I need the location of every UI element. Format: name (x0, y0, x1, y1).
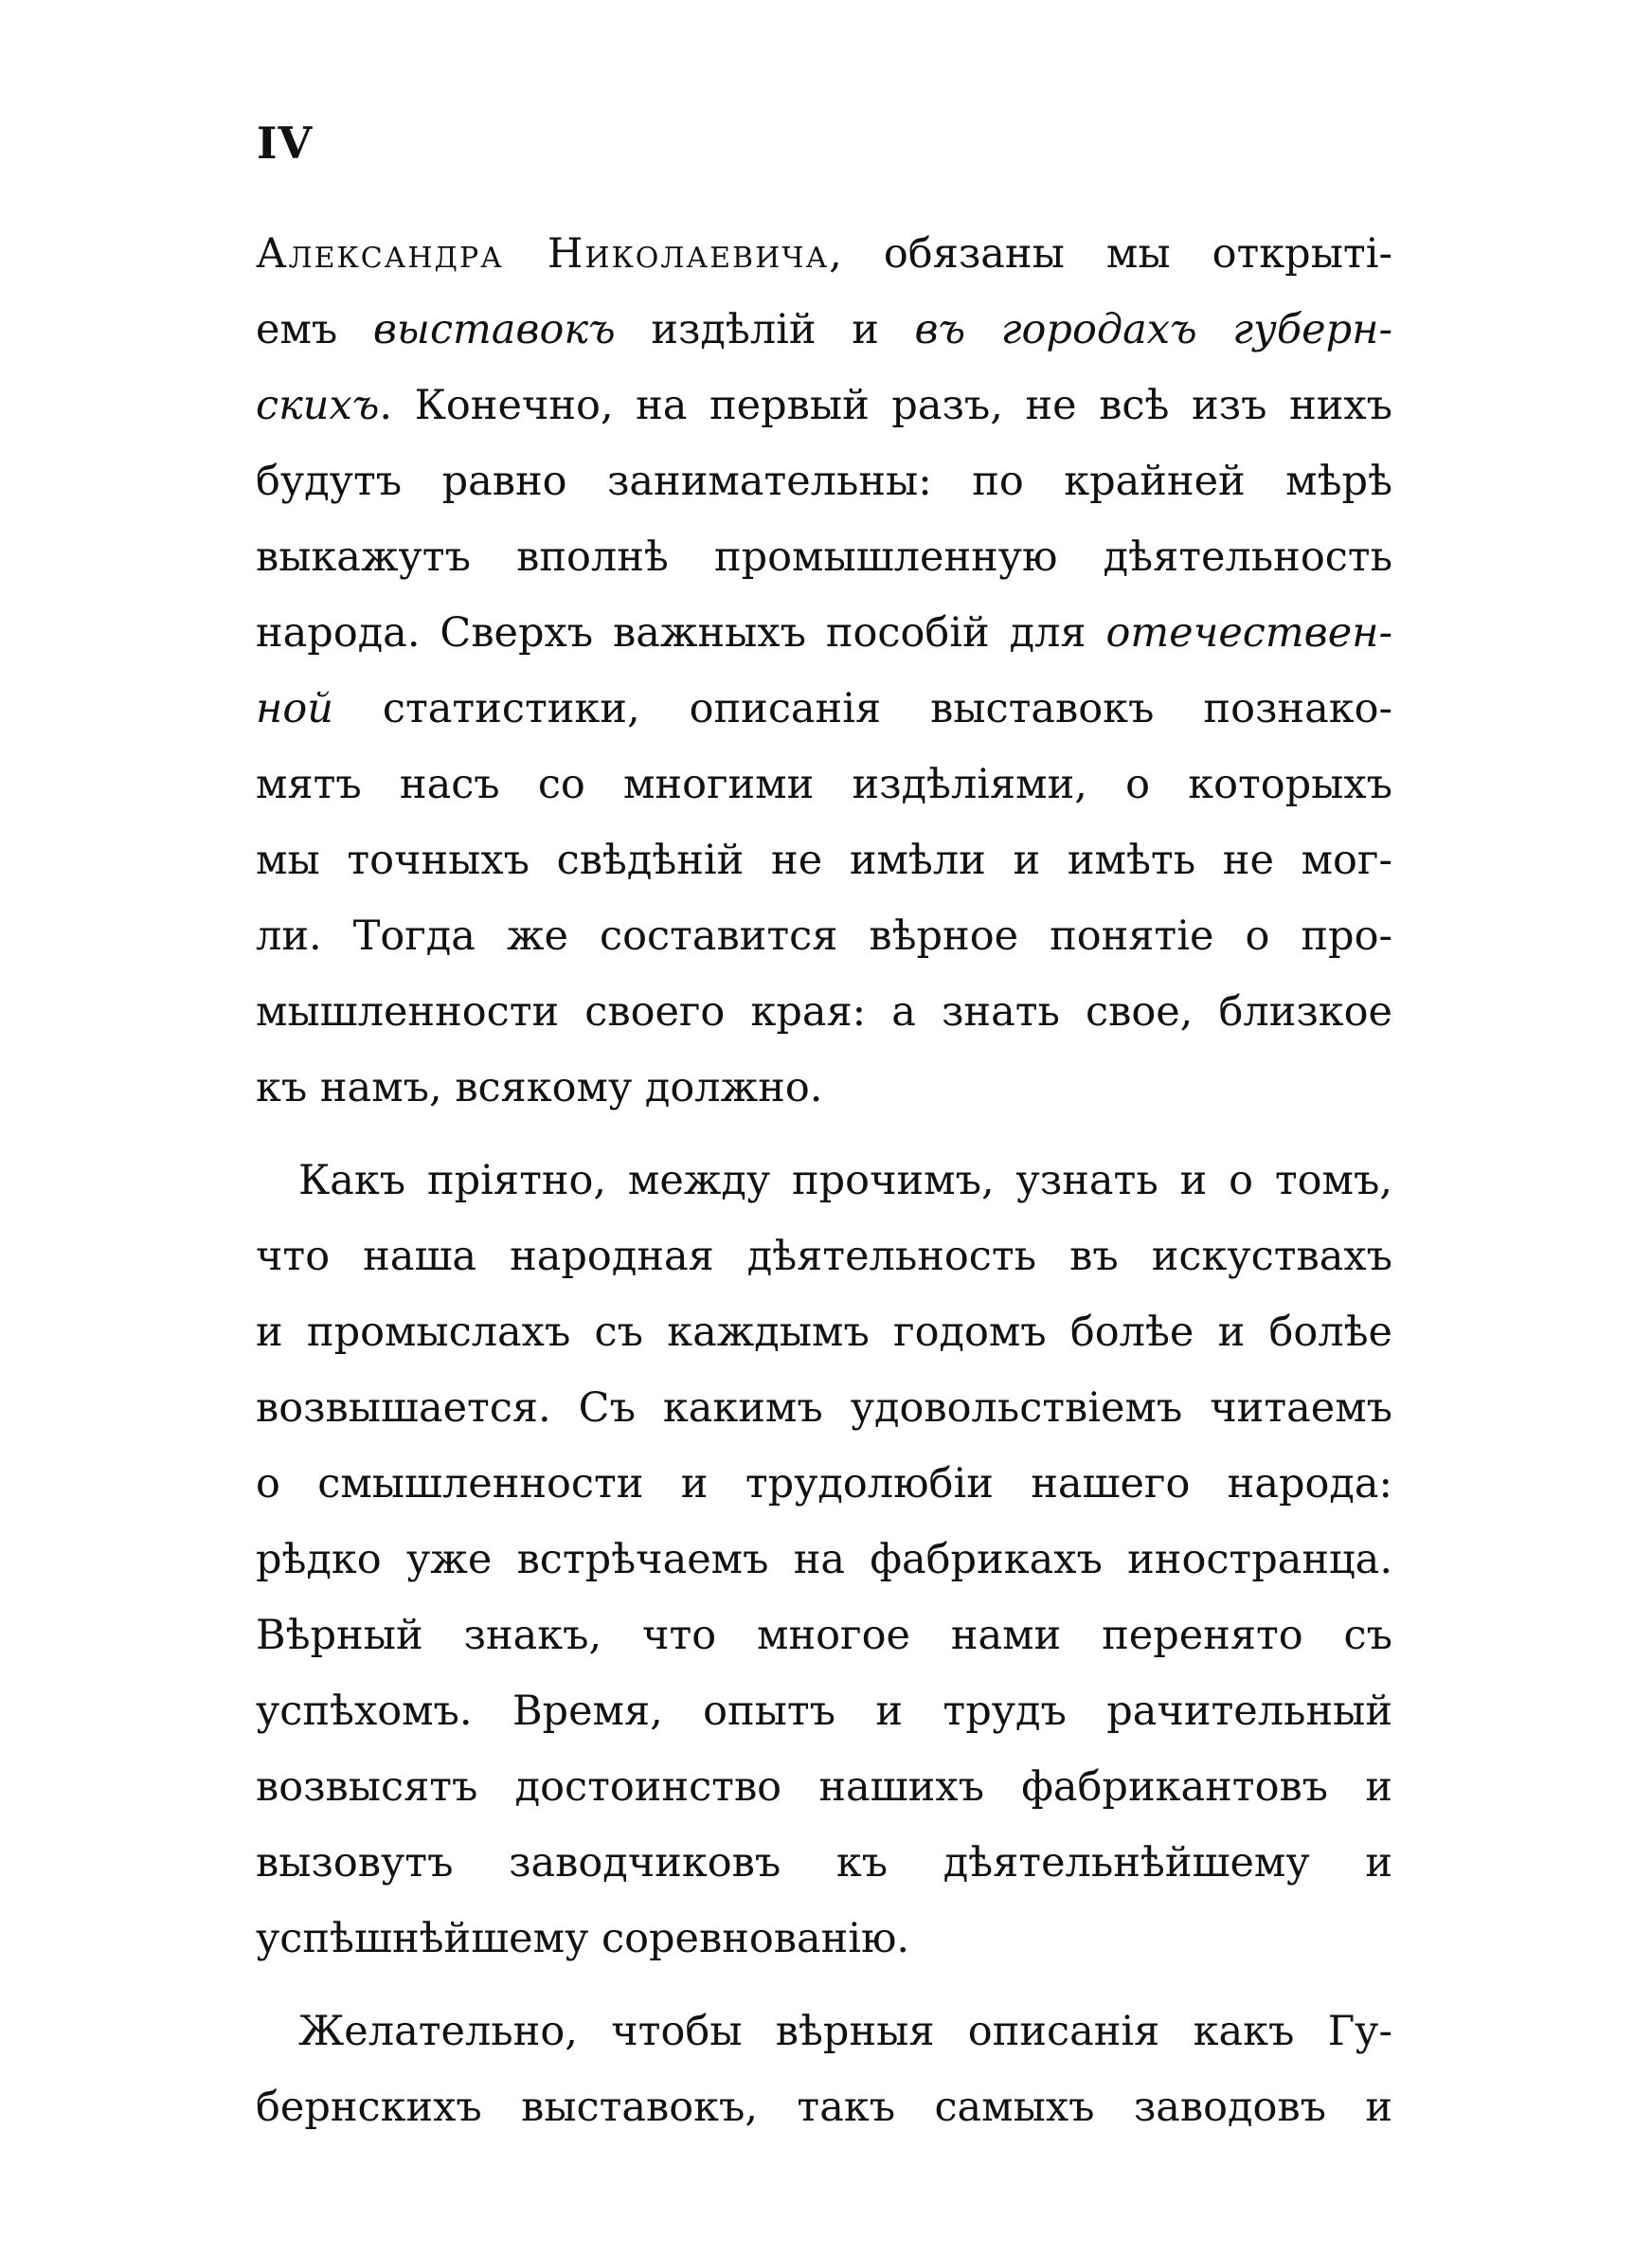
text-line (256, 974, 1392, 1050)
text-line (256, 822, 1392, 898)
text-segment: издѣлій и (615, 306, 915, 353)
text-segment: мы точныхъ свѣдѣній не имѣли и имѣть не мог- (256, 837, 1392, 884)
text-segment: успѣшнѣйшему соревнованію. (256, 1915, 910, 1962)
text-line (256, 1749, 1392, 1825)
text-segment: статистики, описанія выставокъ познако- (332, 685, 1392, 732)
text-line (256, 1294, 1392, 1370)
text-segment: отечествен- (1105, 609, 1392, 657)
text-segment: Желательно, чтобы вѣрныя описанія какъ Гу- (298, 2008, 1392, 2055)
text-line (256, 216, 1392, 292)
text-line (256, 1446, 1392, 1522)
text-segment: возвысятъ достоинство нашихъ фабрикантовъ и (256, 1763, 1392, 1811)
text-segment: будутъ равно занимательны: по крайней мѣрѣ (256, 458, 1392, 505)
paragraph (256, 1143, 1392, 1977)
text-segment: и промыслахъ съ каждымъ годомъ болѣе и болѣе (256, 1309, 1392, 1356)
text-line (256, 2069, 1392, 2145)
text-segment: рѣдко уже встрѣчаемъ на фабрикахъ иностранца. (256, 1536, 1392, 1583)
text-segment: ной (256, 685, 333, 732)
text-segment: Какъ пріятно, между прочимъ, узнать и о томъ, (298, 1157, 1392, 1204)
text-segment: емъ (256, 306, 373, 353)
text-line (256, 1370, 1392, 1446)
text-line (256, 292, 1392, 368)
paragraph-gap (256, 1977, 1392, 1994)
text-segment: что наша народная дѣятельность въ искуствахъ (256, 1233, 1392, 1280)
text-line (256, 1598, 1392, 1673)
text-line (256, 1143, 1392, 1219)
body-text (256, 216, 1392, 2145)
text-segment: народа. Сверхъ важныхъ пособій для (256, 609, 1106, 657)
text-segment: успѣхомъ. Время, опытъ и трудъ рачительный (256, 1688, 1392, 1735)
text-segment: выставокъ (372, 306, 616, 353)
text-segment: Александра Николаевича (256, 230, 830, 278)
text-segment: ли. Тогда же составится вѣрное понятіе о про- (256, 912, 1392, 960)
text-line (256, 1522, 1392, 1598)
text-line (256, 1673, 1392, 1749)
paragraph (256, 216, 1392, 1126)
text-segment: мятъ насъ со многими издѣліями, о которыхъ (256, 761, 1392, 808)
text-line (256, 1825, 1392, 1901)
text-segment: мышленности своего края: а знать свое, близкое (256, 988, 1392, 1036)
text-segment: . Конечно, на первый разъ, не всѣ изъ нихъ (379, 382, 1392, 429)
text-line (256, 898, 1392, 974)
text-segment: , обязаны мы открыті- (829, 230, 1392, 278)
text-segment: выкажутъ вполнѣ промышленную дѣятельность (256, 533, 1392, 581)
text-line (256, 1901, 1392, 1977)
text-line (256, 368, 1392, 443)
text-line (256, 443, 1392, 519)
text-segment: Вѣрный знакъ, что многое нами перенято съ (256, 1612, 1392, 1659)
text-line (256, 1994, 1392, 2069)
text-segment: о смышленности и трудолюбіи нашего народа: (256, 1460, 1392, 1508)
text-line (256, 747, 1392, 822)
paragraph (256, 1994, 1392, 2145)
text-line (256, 595, 1392, 671)
text-segment: скихъ (256, 382, 380, 429)
page-number: IV (257, 117, 314, 169)
paragraph-gap (256, 1126, 1392, 1143)
text-segment: вызовутъ заводчиковъ къ дѣятельнѣйшему и (256, 1839, 1392, 1887)
text-segment: къ намъ, всякому должно. (256, 1064, 823, 1111)
text-segment: бернскихъ выставокъ, такъ самыхъ заводовъ и (256, 2084, 1392, 2131)
text-segment: въ городахъ губерн- (914, 306, 1392, 353)
text-line (256, 1050, 1392, 1126)
text-line (256, 1219, 1392, 1294)
text-segment: возвышается. Съ какимъ удовольствіемъ читаемъ (256, 1384, 1392, 1432)
text-line (256, 519, 1392, 595)
text-line (256, 671, 1392, 747)
